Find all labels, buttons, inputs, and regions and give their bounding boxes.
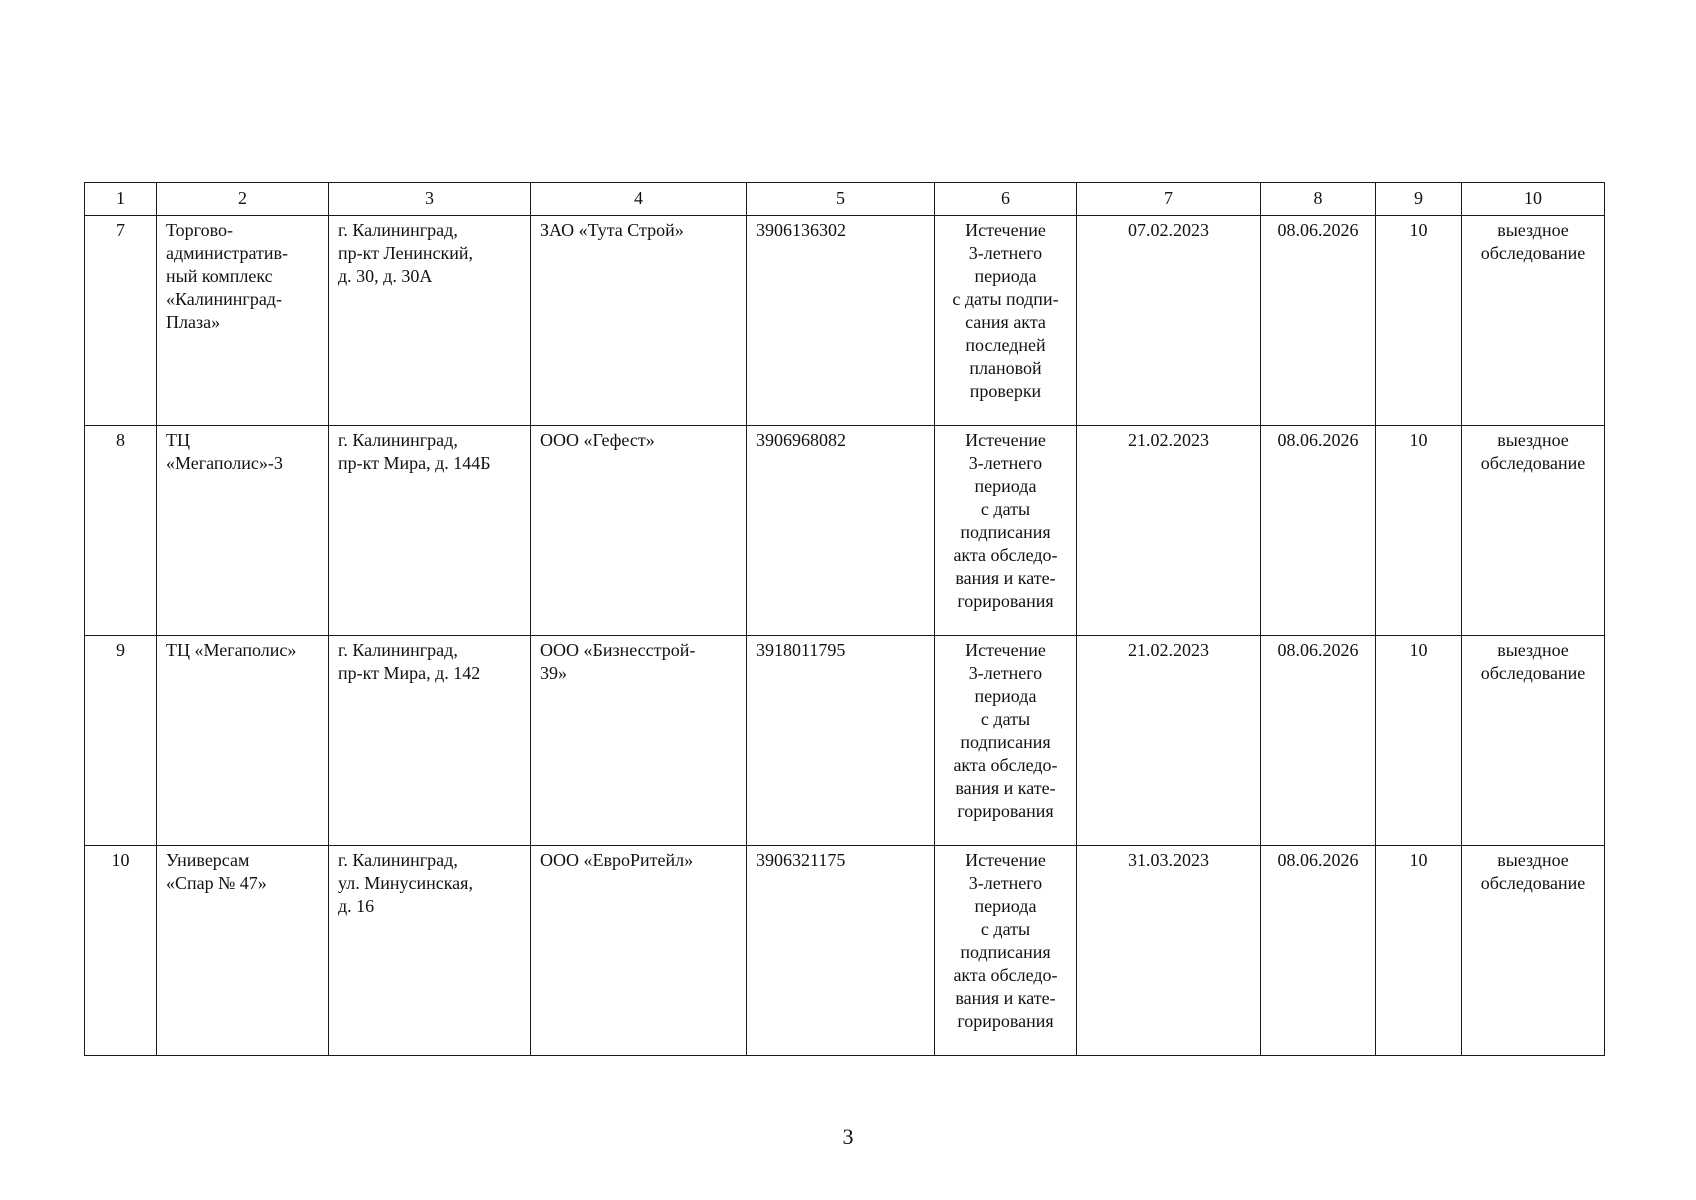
table-row: [85, 426, 1605, 636]
owner-organization: ООО «ЕвроРитейл»: [531, 846, 747, 1056]
table-row: [85, 216, 1605, 426]
column-number-1: 1: [85, 183, 157, 216]
row-number: 7: [85, 216, 157, 426]
owner-organization: ООО «Гефест»: [531, 426, 747, 636]
owner-inn: 3906321175: [747, 846, 935, 1056]
object-address: г. Калининград, ул. Минусинская, д. 16: [329, 846, 531, 1056]
owner-organization: ООО «Бизнесстрой- 39»: [531, 636, 747, 846]
inspection-reason: Истечение 3-летнего периода с даты подписания акта обследо- вания и кате- горирования: [935, 426, 1077, 636]
row-number: 9: [85, 636, 157, 846]
object-name: Универсам «Спар № 47»: [157, 846, 329, 1056]
inspection-days: 10: [1376, 846, 1462, 1056]
table-row: [85, 636, 1605, 846]
object-name: ТЦ «Мегаполис»: [157, 636, 329, 846]
object-name: Торгово- административ- ный комплекс «Калининград- Плаза»: [157, 216, 329, 426]
table-row: [85, 846, 1605, 1056]
column-number-4: 4: [531, 183, 747, 216]
last-act-date: 07.02.2023: [1077, 216, 1261, 426]
inspection-reason: Истечение 3-летнего периода с даты подписания акта обследо- вания и кате- горирования: [935, 846, 1077, 1056]
row-number: 10: [85, 846, 157, 1056]
owner-inn: 3906968082: [747, 426, 935, 636]
object-address: г. Калининград, пр-кт Мира, д. 144Б: [329, 426, 531, 636]
column-number-6: 6: [935, 183, 1077, 216]
inspection-reason: Истечение 3-летнего периода с даты подписания акта обследо- вания и кате- горирования: [935, 636, 1077, 846]
object-address: г. Калининград, пр-кт Мира, д. 142: [329, 636, 531, 846]
column-number-2: 2: [157, 183, 329, 216]
inspection-form: выездное обследование: [1462, 426, 1605, 636]
inspection-reason: Истечение 3-летнего периода с даты подпи- сания акта последней плановой проверки: [935, 216, 1077, 426]
column-number-10: 10: [1462, 183, 1605, 216]
inspection-form: выездное обследование: [1462, 216, 1605, 426]
object-name: ТЦ «Мегаполис»-3: [157, 426, 329, 636]
inspection-plan-table: [84, 182, 1605, 1056]
owner-inn: 3918011795: [747, 636, 935, 846]
last-act-date: 21.02.2023: [1077, 426, 1261, 636]
inspection-days: 10: [1376, 636, 1462, 846]
column-number-9: 9: [1376, 183, 1462, 216]
column-number-3: 3: [329, 183, 531, 216]
inspection-date: 08.06.2026: [1261, 426, 1376, 636]
object-address: г. Калининград, пр-кт Ленинский, д. 30, д. 30А: [329, 216, 531, 426]
inspection-form: выездное обследование: [1462, 636, 1605, 846]
inspection-date: 08.06.2026: [1261, 216, 1376, 426]
owner-inn: 3906136302: [747, 216, 935, 426]
inspection-form: выездное обследование: [1462, 846, 1605, 1056]
inspection-date: 08.06.2026: [1261, 636, 1376, 846]
inspection-days: 10: [1376, 426, 1462, 636]
last-act-date: 31.03.2023: [1077, 846, 1261, 1056]
owner-organization: ЗАО «Тута Строй»: [531, 216, 747, 426]
column-number-7: 7: [1077, 183, 1261, 216]
column-number-row: [85, 183, 1605, 216]
row-number: 8: [85, 426, 157, 636]
column-number-8: 8: [1261, 183, 1376, 216]
page-number: 3: [842, 1124, 854, 1149]
inspection-days: 10: [1376, 216, 1462, 426]
column-number-5: 5: [747, 183, 935, 216]
last-act-date: 21.02.2023: [1077, 636, 1261, 846]
inspection-date: 08.06.2026: [1261, 846, 1376, 1056]
